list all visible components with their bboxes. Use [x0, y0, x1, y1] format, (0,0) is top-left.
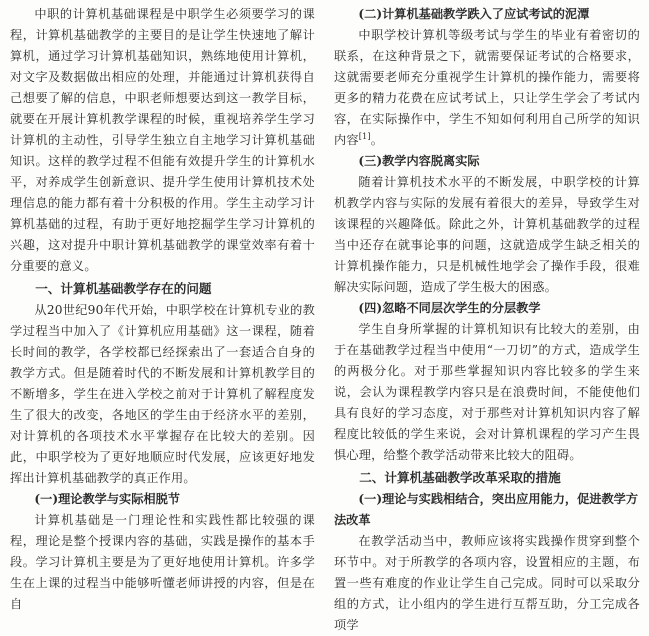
- measures-paragraph: 在教学活动当中，教师应该将实践操作贯穿到整个环节中。对于所教学的各项内容，设置相应的主题，布置一些有难度的作业让学生自己完成。同时可以采取分组的方式，让小组内的学生进行互帮互助，分工完成各项学: [334, 534, 640, 632]
- content-paragraph: 随着计算机技术水平的不断发展，中职学校的计算机教学内容与实际的发展有着很大的差异，导致学生对该课程的兴趣降低。除此之外，计算机基础教学的过程当中还存在就事论事的问题，这就造成学生缺乏相关的计算机操作能力，只是机械性地学会了操作手段，很难解决实际问题，造成了学生极大的困惑。: [334, 175, 640, 294]
- left-column: [10, 4, 315, 615]
- theory-paragraph: 计算机基础是一门理论性和实践性都比较强的课程，理论是整个授课内容的基础，实践是操作的基本手段。学习计算机主要是为了更好地使用计算机。许多学生在上课的过程当中能够听懂老师讲授的内容，但是在自: [10, 513, 315, 611]
- right-column: [334, 4, 640, 636]
- subheading-exam-oriented: (二)计算机基础教学跌入了应试考试的泥潭: [358, 7, 590, 21]
- citation-marker: [1]: [358, 131, 371, 141]
- subheading-content-detached: (三)教学内容脱离实际: [358, 154, 480, 168]
- problems-paragraph: 从20世纪90年代开始，中职学校在计算机专业的教学过程当中加入了《计算机应用基础》这一课程，随着长时间的教学，各学校都已经探索出了一套适合自身的教学方式。但是随着时代的不断发展和计算机教学目的不断增多，学生在进入学校之前对于计算机了解程度发生了很大的改变，各地区的学生由于经济水平的差别，对计算机的各项技术水平掌握存在比较大的差别。因此，中职学校为了更好地顺应时代发展，应该更好地发挥出计算机基础教学的真正作用。: [10, 303, 315, 485]
- exam-paragraph: [334, 25, 640, 151]
- subheading-layered-teaching: (四)忽略不同层次学生的分层教学: [358, 301, 541, 315]
- section-heading-problems: 一、计算机基础教学存在的问题: [35, 281, 212, 296]
- exam-paragraph-text: 中职学校计算机等级考试与学生的毕业有着密切的联系，在这种背景之下，就需要保证考试的合格要求，这就需要老师充分重视学生计算机的操作能力，需要将更多的精力花费在应试考试上，只让学生学会了考试内容，在实际操作中，学生不知如何利用自己所学的知识内容: [334, 28, 640, 147]
- subheading-theory-practice-gap: (一)理论教学与实际相脱节: [34, 492, 180, 506]
- intro-paragraph: 中职的计算机基础课程是中职学生必须要学习的课程，计算机基础教学的主要目的是让学生快速地了解计算机，通过学习计算机基础知识，熟练地使用计算机，对文字及数据做出相应的处理，并能通过计算机获得自己想要了解的信息，中职老师想要达到这一教学目标，就要在开展计算机教学课程的时候，重视培养学生学习计算机的主动性，引导学生独立自主地学习计算机基础知识。这样的教学过程不但能有效提升学生的计算机水平，对养成学生创新意识、提升学生使用计算机技术处理信息的能力都有着十分积极的作用。学生主动学习计算机基础的过程，有助于更好地挖掘学生学习计算机的兴趣，这对提升中职计算机基础教学的课堂效率有着十分重要的意义。: [10, 7, 315, 273]
- subheading-theory-practice-combine: (一)理论与实践相结合，突出应用能力，促进教学方法改革: [334, 492, 639, 527]
- exam-paragraph-end: 。: [370, 133, 384, 147]
- section-heading-measures: 二、计算机基础教学改革采取的措施: [359, 470, 561, 485]
- layered-paragraph: 学生自身所掌握的计算机知识有比较大的差别，由于在基础教学过程当中使用“一刀切”的方式，造成学生的两极分化。对于那些掌握知识内容比较多的学生来说，会认为课程教学内容只是在浪费时间，不能使他们具有良好的学习态度，对于那些对计算机知识内容了解程度比较低的学生来说，会对计算机课程的学习产生畏惧心理，给整个教学活动带来比较大的阻碍。: [334, 322, 640, 462]
